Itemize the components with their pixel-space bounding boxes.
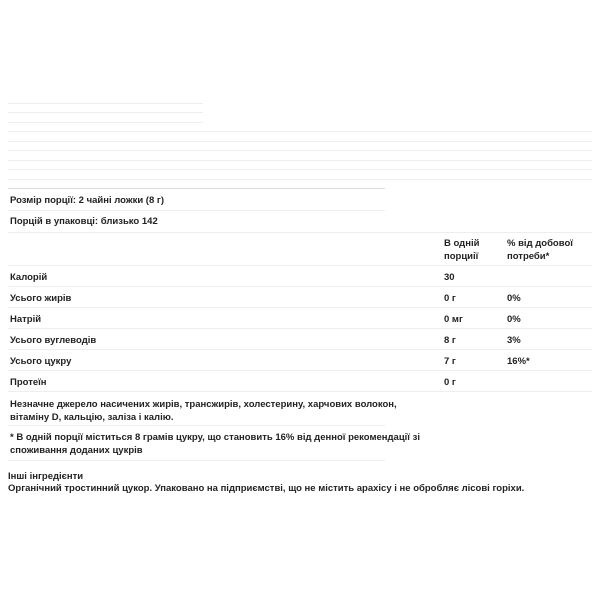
other-ingredients-text: Органічний тростинний цукор. Упаковано на підприємстві, що не містить арахісу і не обробляє лісові горіхи.: [8, 483, 525, 494]
nutrient-name: Протеїн: [10, 377, 47, 388]
placeholder-line: [8, 169, 592, 170]
placeholder-line: [8, 179, 592, 180]
servings-per-container: Порцій в упаковці: близько 142: [10, 216, 158, 227]
nutrient-name: Натрій: [10, 314, 42, 325]
divider: [8, 370, 592, 371]
divider: [8, 265, 592, 266]
header-per-serving: В одній порциії: [444, 238, 480, 262]
placeholder-line: [8, 131, 592, 132]
divider: [8, 391, 592, 392]
divider: [8, 286, 592, 287]
footnote: * В одній порції міститься 8 грамів цукру, що становить 16% від денної рекомендації зі споживання доданих цукрів: [10, 432, 420, 456]
divider: [8, 232, 592, 233]
nutrient-amount: 0 г: [444, 377, 456, 388]
nutrient-name: Усього цукру: [10, 356, 72, 367]
placeholder-line: [8, 103, 203, 104]
placeholder-line: [8, 160, 592, 161]
nutrient-name: Усього жирів: [10, 293, 72, 304]
divider: [8, 460, 385, 461]
other-ingredients-title: Інші інгредієнти: [8, 471, 84, 482]
nutrient-daily-value: 3%: [507, 335, 521, 346]
nutrient-amount: 0 г: [444, 293, 456, 304]
serving-size: Розмір порції: 2 чайні ложки (8 г): [10, 195, 165, 206]
divider: [8, 328, 592, 329]
nutrient-daily-value: 16%*: [507, 356, 530, 367]
nutrient-daily-value: 0%: [507, 314, 521, 325]
nutrient-daily-value: 0%: [507, 293, 521, 304]
divider: [8, 210, 385, 211]
divider: [8, 188, 385, 189]
note: Незначне джерело насичених жирів, трансжирів, холестерину, харчових волокон, вітаміну D, кальцію, заліза і калію.: [10, 399, 397, 423]
header-daily-value: % від добової потреби*: [507, 238, 573, 262]
divider: [8, 307, 592, 308]
nutrient-amount: 7 г: [444, 356, 456, 367]
nutrient-amount: 8 г: [444, 335, 456, 346]
placeholder-line: [8, 150, 592, 151]
placeholder-line: [8, 112, 203, 113]
nutrient-amount: 0 мг: [444, 314, 463, 325]
divider: [8, 349, 592, 350]
nutrient-name: Усього вуглеводів: [10, 335, 97, 346]
divider: [8, 425, 385, 426]
nutrient-name: Калорій: [10, 272, 48, 283]
nutrient-amount: 30: [444, 272, 455, 283]
placeholder-line: [8, 141, 592, 142]
placeholder-line: [8, 122, 203, 123]
